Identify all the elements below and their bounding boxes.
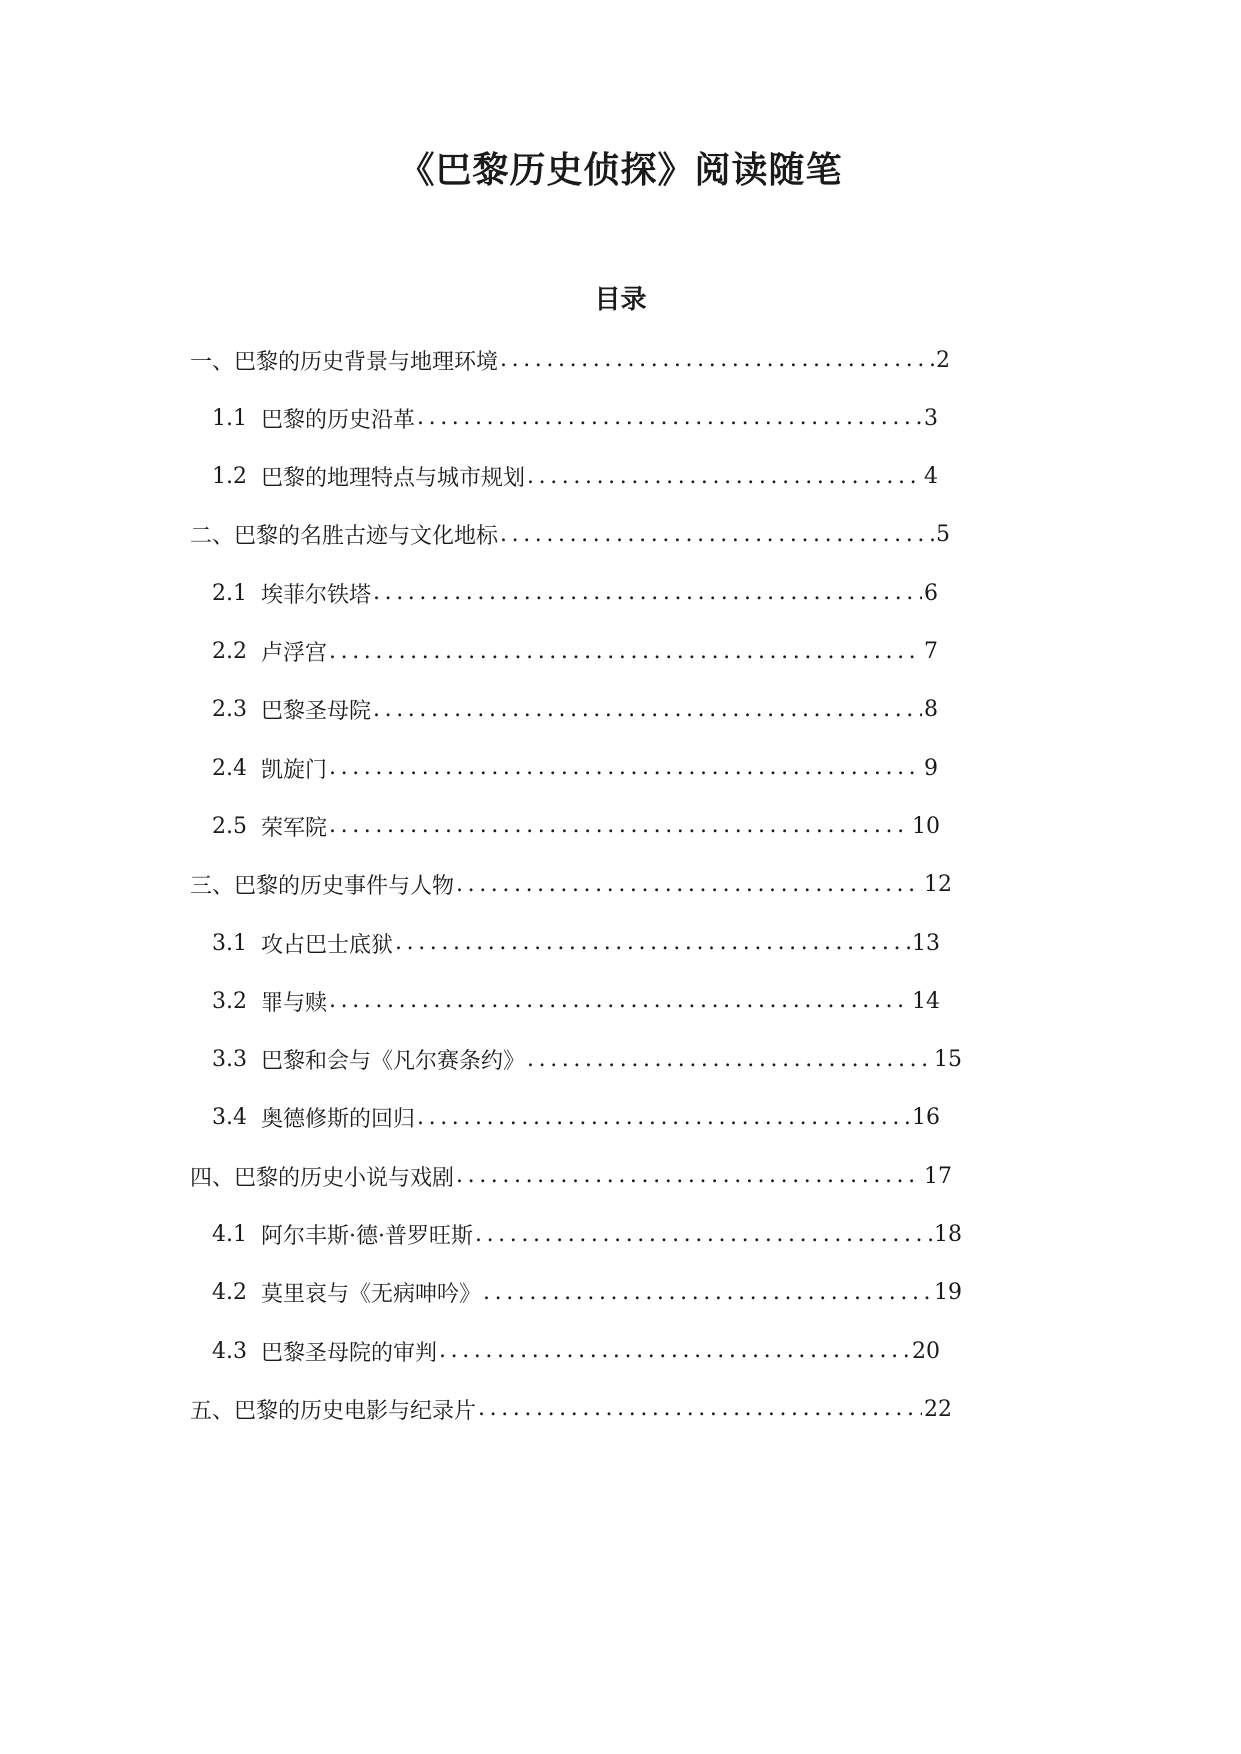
- toc-entry[interactable]: [190, 517, 950, 553]
- toc-dot-leader: [473, 1217, 932, 1253]
- toc-entry[interactable]: [212, 925, 940, 961]
- toc-page-number: 9: [924, 755, 938, 781]
- toc-entry-title: 五、巴黎的历史电影与纪录片: [190, 1398, 477, 1424]
- toc-dot-leader: [498, 517, 934, 553]
- toc-entry[interactable]: [190, 1391, 952, 1427]
- toc-entry-title: 巴黎和会与《凡尔赛条约》: [261, 1049, 526, 1075]
- toc-dot-leader: [525, 1042, 932, 1078]
- toc-entry[interactable]: [212, 575, 938, 611]
- toc-entry[interactable]: [190, 342, 950, 378]
- toc-entry[interactable]: [212, 808, 940, 844]
- toc-entry-title: 凯旋门: [261, 757, 328, 783]
- toc-entry[interactable]: [212, 1217, 962, 1253]
- toc-dot-leader: [327, 634, 922, 670]
- toc-page-number: 4: [924, 464, 938, 490]
- toc-dot-leader: [371, 575, 922, 611]
- toc-entry-title: 巴黎圣母院: [261, 699, 372, 725]
- toc-entry-title: 三、巴黎的历史事件与人物: [190, 874, 455, 900]
- toc-entry-title: 莫里哀与《无病呻吟》: [261, 1282, 482, 1308]
- toc-entry-title: 罪与赎: [261, 990, 328, 1016]
- toc-entry-number: 4.3: [212, 1338, 247, 1364]
- toc-page-number: 22: [924, 1396, 952, 1422]
- toc-entry[interactable]: [190, 867, 952, 903]
- toc-entry[interactable]: [212, 634, 938, 670]
- toc-page-number: 8: [924, 697, 938, 723]
- toc-entry-title: 四、巴黎的历史小说与戏剧: [190, 1165, 455, 1191]
- toc-entry[interactable]: [212, 750, 938, 786]
- toc-entry-number: 1.1: [212, 405, 247, 431]
- toc-page-number: 19: [934, 1280, 962, 1306]
- toc-page-number: 16: [912, 1105, 940, 1131]
- toc-page-number: 14: [912, 988, 940, 1014]
- toc-entry-number: 4.1: [212, 1222, 247, 1247]
- toc-page-number: 6: [924, 580, 938, 606]
- toc-entry-number: 2.3: [212, 697, 247, 723]
- toc-entry-number: 4.2: [212, 1280, 247, 1306]
- toc-dot-leader: [437, 1333, 910, 1369]
- toc-entry-title: 二、巴黎的名胜古迹与文化地标: [190, 524, 499, 550]
- toc-page-number: 18: [934, 1222, 962, 1247]
- toc-entry-number: 1.2: [212, 464, 247, 490]
- toc-dot-leader: [393, 925, 910, 961]
- toc-page-number: 13: [912, 930, 940, 956]
- toc-entry[interactable]: [212, 983, 940, 1019]
- toc-entry-number: 2.4: [212, 755, 247, 781]
- toc-page-number: 5: [936, 522, 950, 548]
- toc-entry[interactable]: [212, 400, 938, 436]
- toc-entry[interactable]: [212, 1333, 940, 1369]
- toc-entry-title: 一、巴黎的历史背景与地理环境: [190, 349, 499, 375]
- toc-entry[interactable]: [212, 459, 938, 495]
- toc-entry-title: 荣军院: [261, 815, 328, 841]
- toc-dot-leader: [327, 808, 910, 844]
- toc-page-number: 15: [934, 1047, 962, 1073]
- toc-page-number: 2: [936, 347, 950, 373]
- toc-dot-leader: [498, 342, 934, 378]
- toc-dot-leader: [415, 400, 922, 436]
- toc-heading: 目录: [594, 285, 647, 315]
- toc-entry[interactable]: [190, 1158, 952, 1194]
- toc-dot-leader: [327, 750, 922, 786]
- toc-dot-leader: [454, 867, 922, 903]
- toc-page-number: 3: [924, 405, 938, 431]
- toc-dot-leader: [327, 983, 910, 1019]
- toc-page-number: 10: [912, 813, 940, 839]
- toc-entry-number: 3.4: [212, 1105, 247, 1131]
- toc-entry-title: 阿尔丰斯·德·普罗旺斯: [261, 1224, 473, 1249]
- toc-entry-number: 2.2: [212, 639, 247, 664]
- toc-dot-leader: [415, 1100, 910, 1136]
- toc-page-number: 7: [924, 639, 938, 664]
- toc-entry-title: 巴黎的历史沿革: [261, 407, 416, 433]
- toc-entry-number: 2.1: [212, 580, 247, 606]
- toc-entry-number: 3.2: [212, 988, 247, 1014]
- toc-page-number: 12: [924, 872, 952, 898]
- toc-entry-title: 攻占巴士底狱: [261, 932, 394, 958]
- toc-entry-title: 巴黎的地理特点与城市规划: [261, 466, 526, 492]
- toc-dot-leader: [454, 1158, 922, 1194]
- toc-dot-leader: [371, 692, 922, 728]
- toc-page-number: 20: [912, 1338, 940, 1364]
- toc-entry[interactable]: [212, 1100, 940, 1136]
- document-title: 《巴黎历史侦探》阅读随笔: [398, 149, 843, 191]
- toc-entry[interactable]: [212, 1042, 962, 1078]
- toc-dot-leader: [481, 1275, 932, 1311]
- toc-entry[interactable]: [212, 1275, 962, 1311]
- toc-dot-leader: [525, 459, 922, 495]
- toc-page-number: 17: [924, 1163, 952, 1189]
- toc-entry[interactable]: [212, 692, 938, 728]
- toc-entry-title: 卢浮宫: [261, 641, 328, 666]
- toc-entry-number: 2.5: [212, 813, 247, 839]
- toc-entry-number: 3.1: [212, 930, 247, 956]
- toc-entry-title: 巴黎圣母院的审判: [261, 1340, 438, 1366]
- toc-entry-title: 埃菲尔铁塔: [261, 582, 372, 608]
- toc-entry-number: 3.3: [212, 1047, 247, 1073]
- toc-entry-title: 奥德修斯的回归: [261, 1107, 416, 1133]
- toc-dot-leader: [476, 1391, 922, 1427]
